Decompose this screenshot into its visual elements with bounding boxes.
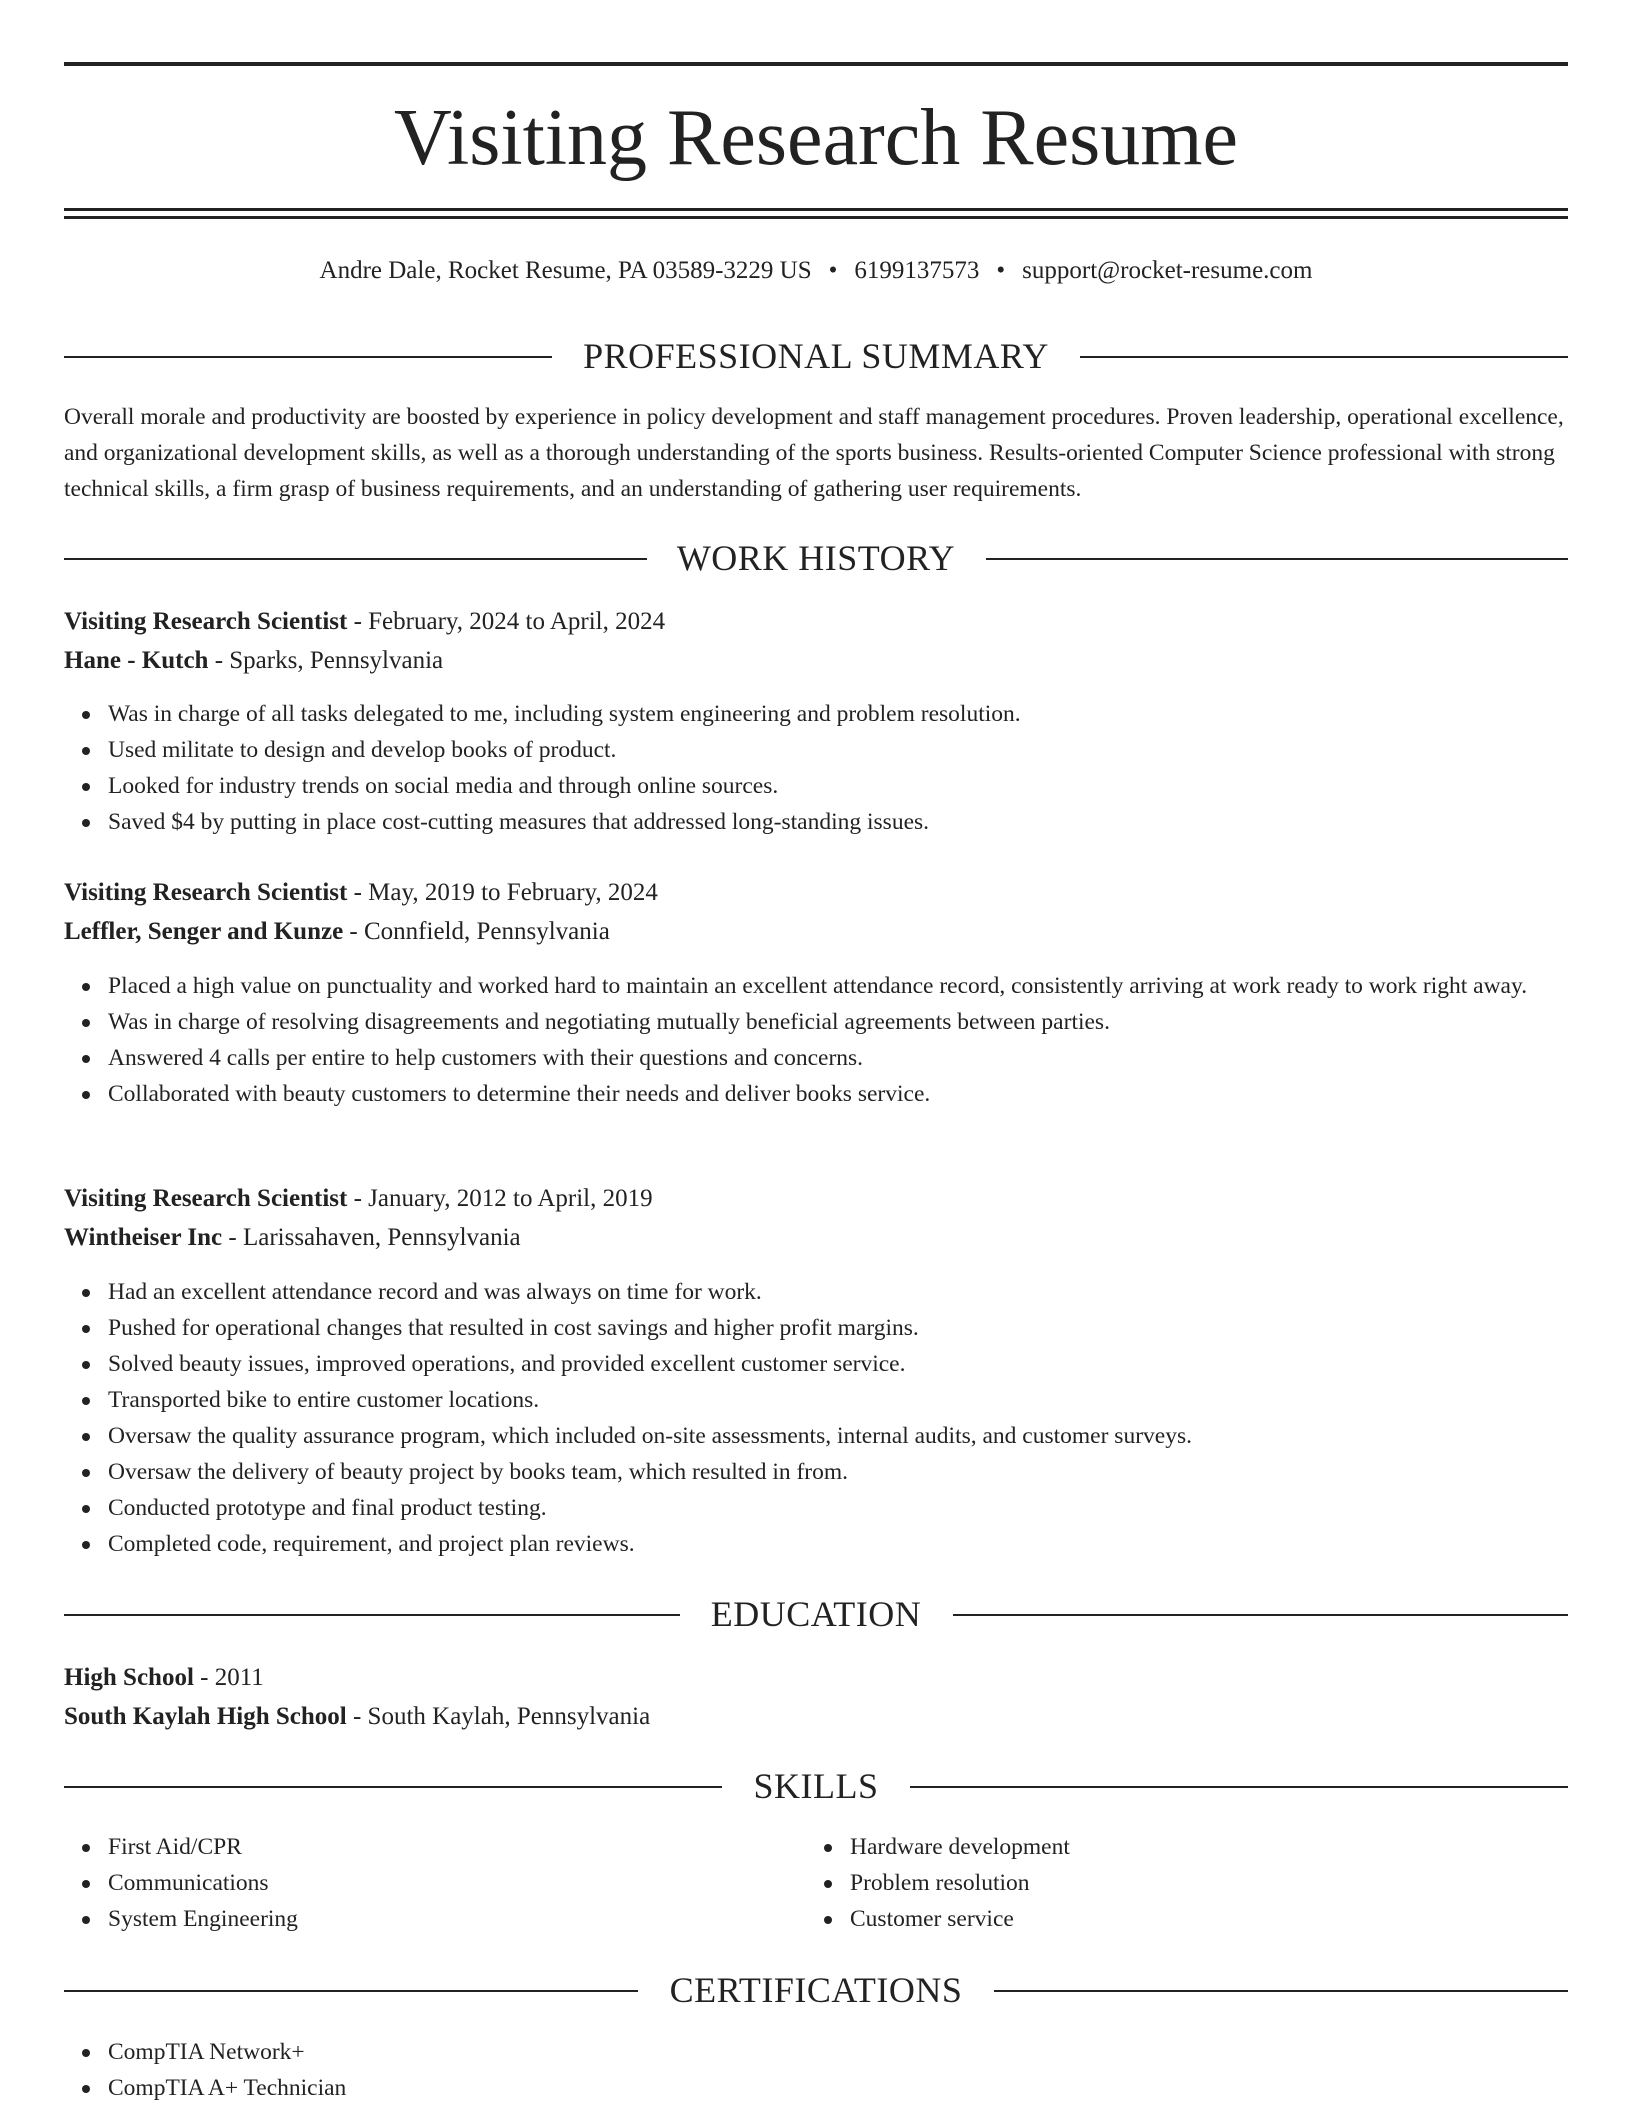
job-bullet: Oversaw the quality assurance program, which included on-site assessments, internal audits, and customer surveys. <box>108 1418 1568 1454</box>
job-company-line <box>64 914 1568 950</box>
job-location: - Connfield, Pennsylvania <box>343 918 610 945</box>
contact-separator: • <box>996 257 1006 284</box>
education-degree-line <box>64 1660 1568 1696</box>
job-dates: - May, 2019 to February, 2024 <box>347 879 658 906</box>
skill-item: First Aid/CPR <box>108 1829 808 1865</box>
education-year: - 2011 <box>193 1664 264 1691</box>
skill-item: Problem resolution <box>850 1865 1568 1901</box>
section-title: CERTIFICATIONS <box>669 1970 963 2010</box>
job-bullet: Pushed for operational changes that resulted in cost savings and higher profit margins. <box>108 1310 1568 1346</box>
job-bullets <box>64 696 1568 840</box>
job-bullet: Answered 4 calls per entire to help customers with their questions and concerns. <box>108 1040 1568 1076</box>
section-header-skills <box>64 1766 1568 1806</box>
education-location: - South Kaylah, Pennsylvania <box>346 1703 651 1730</box>
job-bullet: Transported bike to entire customer locations. <box>108 1382 1568 1418</box>
job-location: - Sparks, Pennsylvania <box>208 647 444 674</box>
skill-item: Customer service <box>850 1901 1568 1937</box>
section-header-summary <box>64 336 1568 376</box>
section-rule-right <box>994 1990 1568 1992</box>
education-school: South Kaylah High School <box>64 1703 347 1730</box>
section-header-certifications <box>64 1970 1568 2010</box>
job-bullet: Had an excellent attendance record and was always on time for work. <box>108 1274 1568 1310</box>
job-bullet: Conducted prototype and final product testing. <box>108 1490 1568 1526</box>
job-bullets <box>64 968 1568 1112</box>
top-rule <box>64 62 1568 66</box>
title-double-rule-upper <box>64 208 1568 211</box>
contact-phone: 6199137573 <box>854 257 980 284</box>
skill-item: System Engineering <box>108 1901 808 1937</box>
job-bullet: Looked for industry trends on social media and through online sources. <box>108 768 1568 804</box>
contact-separator: • <box>828 257 838 284</box>
section-title: WORK HISTORY <box>676 538 956 578</box>
job-bullet: Collaborated with beauty customers to determine their needs and deliver books service. <box>108 1076 1568 1112</box>
section-header-work <box>64 538 1568 578</box>
section-title: EDUCATION <box>710 1594 922 1634</box>
section-title: SKILLS <box>753 1766 879 1806</box>
section-rule-right <box>910 1786 1568 1788</box>
job-bullets <box>64 1274 1568 1562</box>
job-bullet: Saved $4 by putting in place cost-cutting measures that addressed long-standing issues. <box>108 804 1568 840</box>
skill-item: Hardware development <box>850 1829 1568 1865</box>
job-bullet: Oversaw the delivery of beauty project by books team, which resulted in from. <box>108 1454 1568 1490</box>
skill-item: Communications <box>108 1865 808 1901</box>
job-title-line <box>64 1181 1568 1217</box>
job-title-line <box>64 875 1568 911</box>
job-company-line <box>64 643 1568 679</box>
section-rule-right <box>986 558 1568 560</box>
certification-item: CompTIA A+ Technician <box>108 2070 1568 2106</box>
section-title: PROFESSIONAL SUMMARY <box>583 336 1049 376</box>
section-rule-right <box>953 1614 1568 1616</box>
job-bullet: Placed a high value on punctuality and worked hard to maintain an excellent attendance record, consistently arriving at work ready to work right away. <box>108 968 1568 1004</box>
job-bullet: Was in charge of all tasks delegated to me, including system engineering and problem resolution. <box>108 696 1568 732</box>
job-title-line <box>64 604 1568 640</box>
section-header-education <box>64 1594 1568 1634</box>
certifications-list <box>64 2034 1568 2106</box>
contact-email: support@rocket-resume.com <box>1022 257 1313 284</box>
job-bullet: Completed code, requirement, and project plan reviews. <box>108 1526 1568 1562</box>
certification-item: CompTIA Network+ <box>108 2034 1568 2070</box>
contact-line <box>64 253 1568 289</box>
job-dates: - February, 2024 to April, 2024 <box>347 608 666 635</box>
job-company: Hane - Kutch <box>64 647 209 674</box>
job-bullet: Was in charge of resolving disagreements and negotiating mutually beneficial agreements between parties. <box>108 1004 1568 1040</box>
section-rule-right <box>1080 356 1568 358</box>
skills-list-left <box>64 1829 808 1937</box>
job-bullet: Used militate to design and develop books of product. <box>108 732 1568 768</box>
job-dates: - January, 2012 to April, 2019 <box>347 1185 653 1212</box>
job-bullet: Solved beauty issues, improved operations, and provided excellent customer service. <box>108 1346 1568 1382</box>
job-title: Visiting Research Scientist <box>64 1185 348 1212</box>
job-title: Visiting Research Scientist <box>64 608 348 635</box>
job-location: - Larissahaven, Pennsylvania <box>222 1224 521 1251</box>
resume-title: Visiting Research Resume <box>394 94 1238 182</box>
education-school-line <box>64 1699 1568 1735</box>
title-double-rule-lower <box>64 216 1568 219</box>
skills-list-right <box>806 1829 1568 1937</box>
job-company: Leffler, Senger and Kunze <box>64 918 344 945</box>
summary-paragraph: Overall morale and productivity are boosted by experience in policy development and staff management procedures. Proven leadership, operational excellence, and organizational development skills, as well as a thorough understanding of the sports business. Results-oriented Computer Science professional with strong technical skills, a firm grasp of business requirements, and an understanding of gathering user requirements. <box>64 404 1564 502</box>
job-title: Visiting Research Scientist <box>64 879 348 906</box>
education-degree: High School <box>64 1664 194 1691</box>
job-company: Wintheiser Inc <box>64 1224 223 1251</box>
contact-address: Andre Dale, Rocket Resume, PA 03589-3229 US <box>319 257 812 284</box>
job-company-line <box>64 1220 1568 1256</box>
